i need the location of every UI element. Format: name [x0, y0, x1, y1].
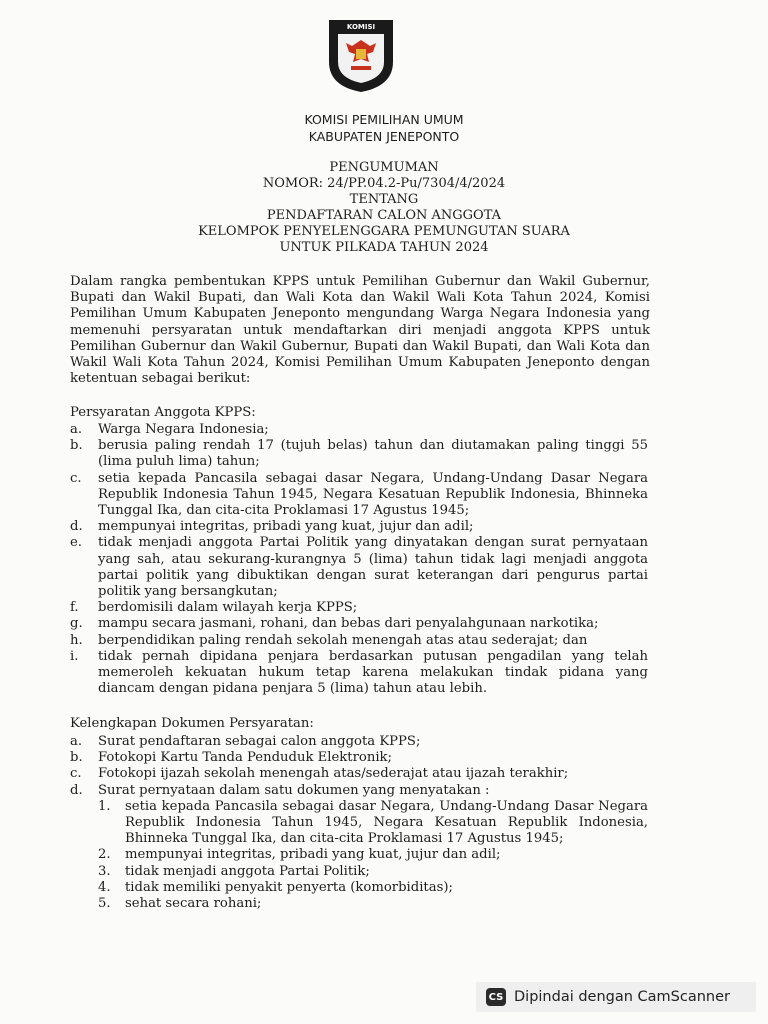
list-item: c. setia kepada Pancasila sebagai dasar Negara, Undang-Undang Dasar Negara Republik Indonesia Tahun 1945, Negara Kesatuan Republik Indonesia, Bhinneka Tunggal Ika, dan cita-cita Proklamasi 17 Agustus 1945; — [70, 470, 648, 519]
list-item: d. mempunyai integritas, pribadi yang kuat, jujur dan adil; — [70, 519, 474, 535]
announcement-subject-1: PENDAFTARAN CALON ANGGOTA — [266, 208, 502, 223]
list-item: b. berusia paling rendah 17 (tujuh belas) tahun dan diutamakan paling tinggi 55 (lima puluh lima) tahun; — [70, 438, 648, 470]
list-item: 5. sehat secara rohani; — [98, 896, 262, 912]
list-item: b. Fotokopi Kartu Tanda Penduduk Elektronik; — [70, 750, 392, 766]
list-item: a. Warga Negara Indonesia; — [70, 422, 269, 437]
svg-text:KOMISI: KOMISI — [346, 23, 376, 31]
announcement-subject-3: UNTUK PILKADA TAHUN 2024 — [279, 240, 489, 255]
requirements-list — [70, 422, 648, 697]
requirements-heading: Persyaratan Anggota KPPS: — [70, 405, 256, 420]
documents-list — [70, 734, 648, 912]
list-item: i. tidak pernah dipidana penjara berdasarkan putusan pengadilan yang telah memeroleh kekuatan hukum tetap karena melakukan tindak pidana yang diancam dengan pidana penjara 5 (lima) tahun atau lebih. — [70, 648, 648, 697]
list-item: g. mampu secara jasmani, rohani, dan bebas dari penyalahgunaan narkotika; — [70, 616, 599, 632]
camscanner-label: Dipindai dengan CamScanner — [514, 989, 731, 1005]
org-header — [0, 111, 768, 145]
announcement-label: PENGUMUMAN — [329, 160, 439, 175]
org-region: KABUPATEN JENEPONTO — [308, 129, 460, 144]
list-item: 4. tidak memiliki penyakit penyerta (komorbiditas); — [98, 879, 453, 895]
list-item: 1. setia kepada Pancasila sebagai dasar Negara, Undang-Undang Dasar Negara Republik Indonesia Tahun 1945, Negara Kesatuan Republik Indonesia, Bhinneka Tunggal Ika, dan cita-cita Proklamasi 17 Agustus 1945; — [98, 798, 648, 847]
list-item: a. Surat pendaftaran sebagai calon anggota KPPS; — [70, 734, 421, 749]
list-item: e. tidak menjadi anggota Partai Politik yang dinyatakan dengan surat pernyataan yang sah, atau sekurang-kurangnya 5 (lima) tahun tidak lagi menjadi anggota partai politik yang dibuktikan dengan surat keterangan dari pengurus partai politik yang bersangkutan; — [70, 535, 648, 600]
camscanner-icon: CS — [486, 988, 506, 1006]
camscanner-watermark — [476, 982, 756, 1012]
org-name: KOMISI PEMILIHAN UMUM — [304, 112, 464, 127]
statement-sublist — [98, 799, 648, 912]
list-item: f. berdomisili dalam wilayah kerja KPPS; — [70, 600, 358, 616]
list-item: h. berpendidikan paling rendah sekolah menengah atas atau sederajat; dan — [70, 632, 588, 648]
documents-heading: Kelengkapan Dokumen Persyaratan: — [70, 716, 314, 731]
announcement-about: TENTANG — [349, 192, 419, 207]
list-item: 3. tidak menjadi anggota Partai Politik; — [98, 863, 370, 879]
announcement-number: NOMOR: 24/PP.04.2-Pu/7304/4/2024 — [262, 176, 506, 191]
announcement-subject-2: KELOMPOK PENYELENGGARA PEMUNGUTAN SUARA — [198, 224, 570, 239]
intro-paragraph: Dalam rangka pembentukan KPPS untuk Pemilihan Gubernur dan Wakil Gubernur, Bupati dan Wakil Bupati, dan Wali Kota dan Wakil Wali Kota Tahun 2024, Komisi Pemilihan Umum Kabupaten Jeneponto mengundang Warga Negara Indonesia yang memenuhi persyaratan untuk mendaftarkan diri menjadi anggota KPPS untuk Pemilihan Gubernur dan Wakil Gubernur, Bupati dan Wakil Bupati, dan Wali Kota dan Wakil Wali Kota Tahun 2024, Komisi Pemilihan Umum Kabupaten Jeneponto dengan ketentuan sebagai berikut: — [70, 274, 650, 387]
list-item: c. Fotokopi ijazah sekolah menengah atas/sederajat atau ijazah terakhir; — [70, 766, 569, 782]
list-item: 2. mempunyai integritas, pribadi yang kuat, jujur dan adil; — [98, 847, 501, 863]
list-item: d. Surat pernyataan dalam satu dokumen yang menyatakan : 1. setia kepada Pancasila sebagai dasar Negara, Undang-Undang Dasar Negara Republik Indonesia Tahun 1945, Negara Kesatuan Republik Indonesia, Bhinneka Tunggal Ika, dan cita-cita Proklamasi 17 Agustus 1945; 2. mempunyai integritas, pribadi yang kuat, jujur dan adil; 3. tidak menjadi anggota Partai Politik; 4. tidak memiliki penyakit penyerta (komorbiditas); 5. sehat secara rohani; — [70, 782, 648, 912]
kpu-emblem-icon — [325, 16, 397, 94]
announcement-title — [0, 160, 768, 256]
